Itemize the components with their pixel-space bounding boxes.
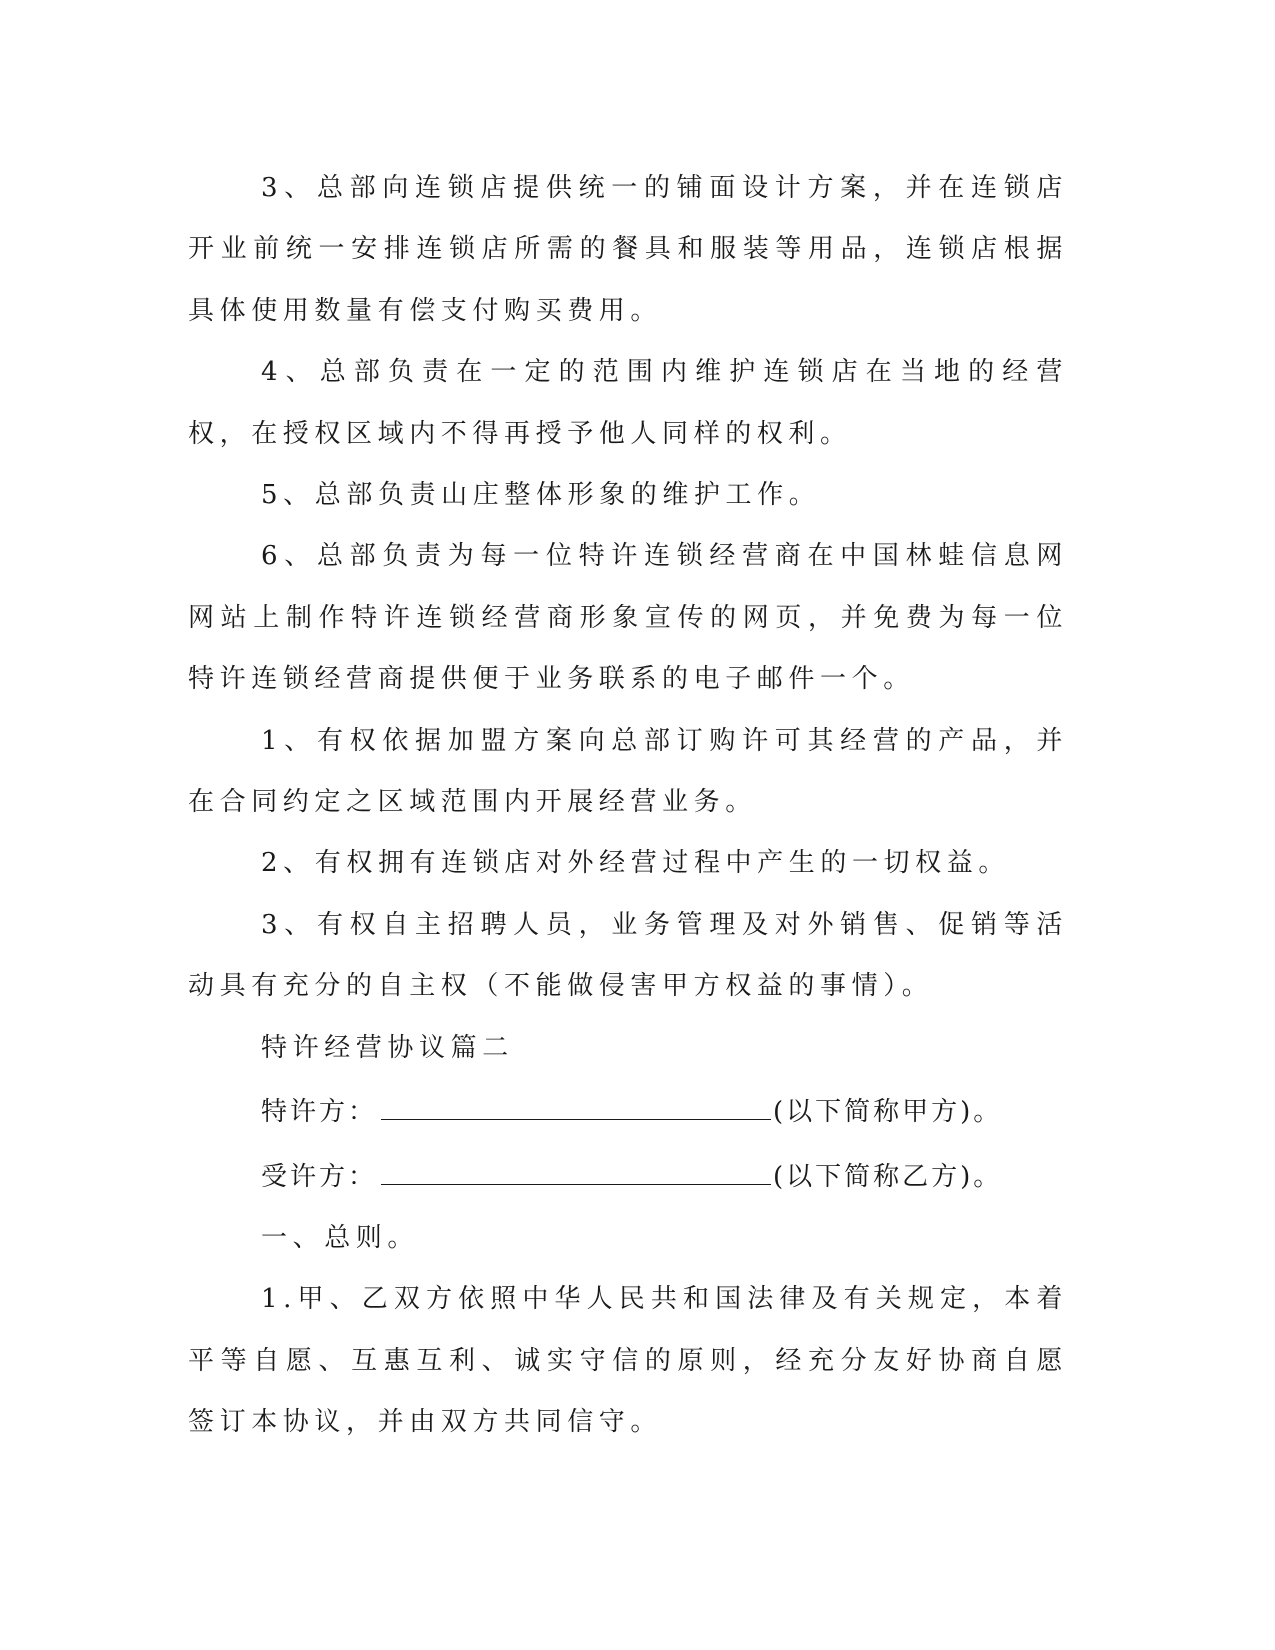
paragraph-franchisee-order-products: 1、有权依据加盟方案向总部订购许可其经营的产品，并在合同约定之区域范围内开展经营业务。 xyxy=(188,725,1068,818)
paragraph-headquarters-operating-rights: 4、总部负责在一定的范围内维护连锁店在当地的经营权，在授权区域内不得再授予他人同样的权利。 xyxy=(188,357,1068,449)
franchisor-line xyxy=(188,1079,1068,1143)
franchisee-suffix: (以下简称乙方)。 xyxy=(773,1161,1003,1192)
section-title: 特许经营协议篇二 xyxy=(261,1032,514,1063)
franchisee-label: 受许方： xyxy=(261,1161,378,1192)
paragraph-headquarters-image: 5、总部负责山庄整体形象的维护工作。 xyxy=(261,480,821,511)
franchisee-blank-field xyxy=(381,1144,771,1185)
paragraph-headquarters-webpage-email: 6、总部负责为每一位特许连锁经营商在中国林蛙信息网网站上制作特许连锁经营商形象宣传的网页，并免费为每一位特许连锁经营商提供便于业务联系的电子邮件一个。 xyxy=(188,541,1068,695)
paragraph-headquarters-store-design: 3、总部向连锁店提供统一的铺面设计方案，并在连锁店开业前统一安排连锁店所需的餐具和服装等用品，连锁店根据具体使用数量有偿支付购买费用。 xyxy=(188,173,1068,326)
franchisee-line xyxy=(188,1144,1068,1208)
franchisor-suffix: (以下简称甲方)。 xyxy=(773,1097,1003,1128)
general-clause-1: 1.甲、乙双方依照中华人民共和国法律及有关规定，本着平等自愿、互惠互利、诚实守信的原则，经充分友好协商自愿签订本协议，并由双方共同信守。 xyxy=(188,1284,1068,1438)
franchisor-label: 特许方： xyxy=(261,1097,378,1128)
paragraph-franchisee-autonomy: 3、有权自主招聘人员，业务管理及对外销售、促销等活动具有充分的自主权（不能做侵害甲方权益的事情）。 xyxy=(188,909,1068,1002)
general-heading: 一、总则。 xyxy=(261,1222,420,1253)
franchisor-blank-field xyxy=(381,1079,771,1120)
paragraph-franchisee-rights-interests: 2、有权拥有连锁店对外经营过程中产生的一切权益。 xyxy=(261,848,1010,879)
document-body xyxy=(188,158,1068,1454)
